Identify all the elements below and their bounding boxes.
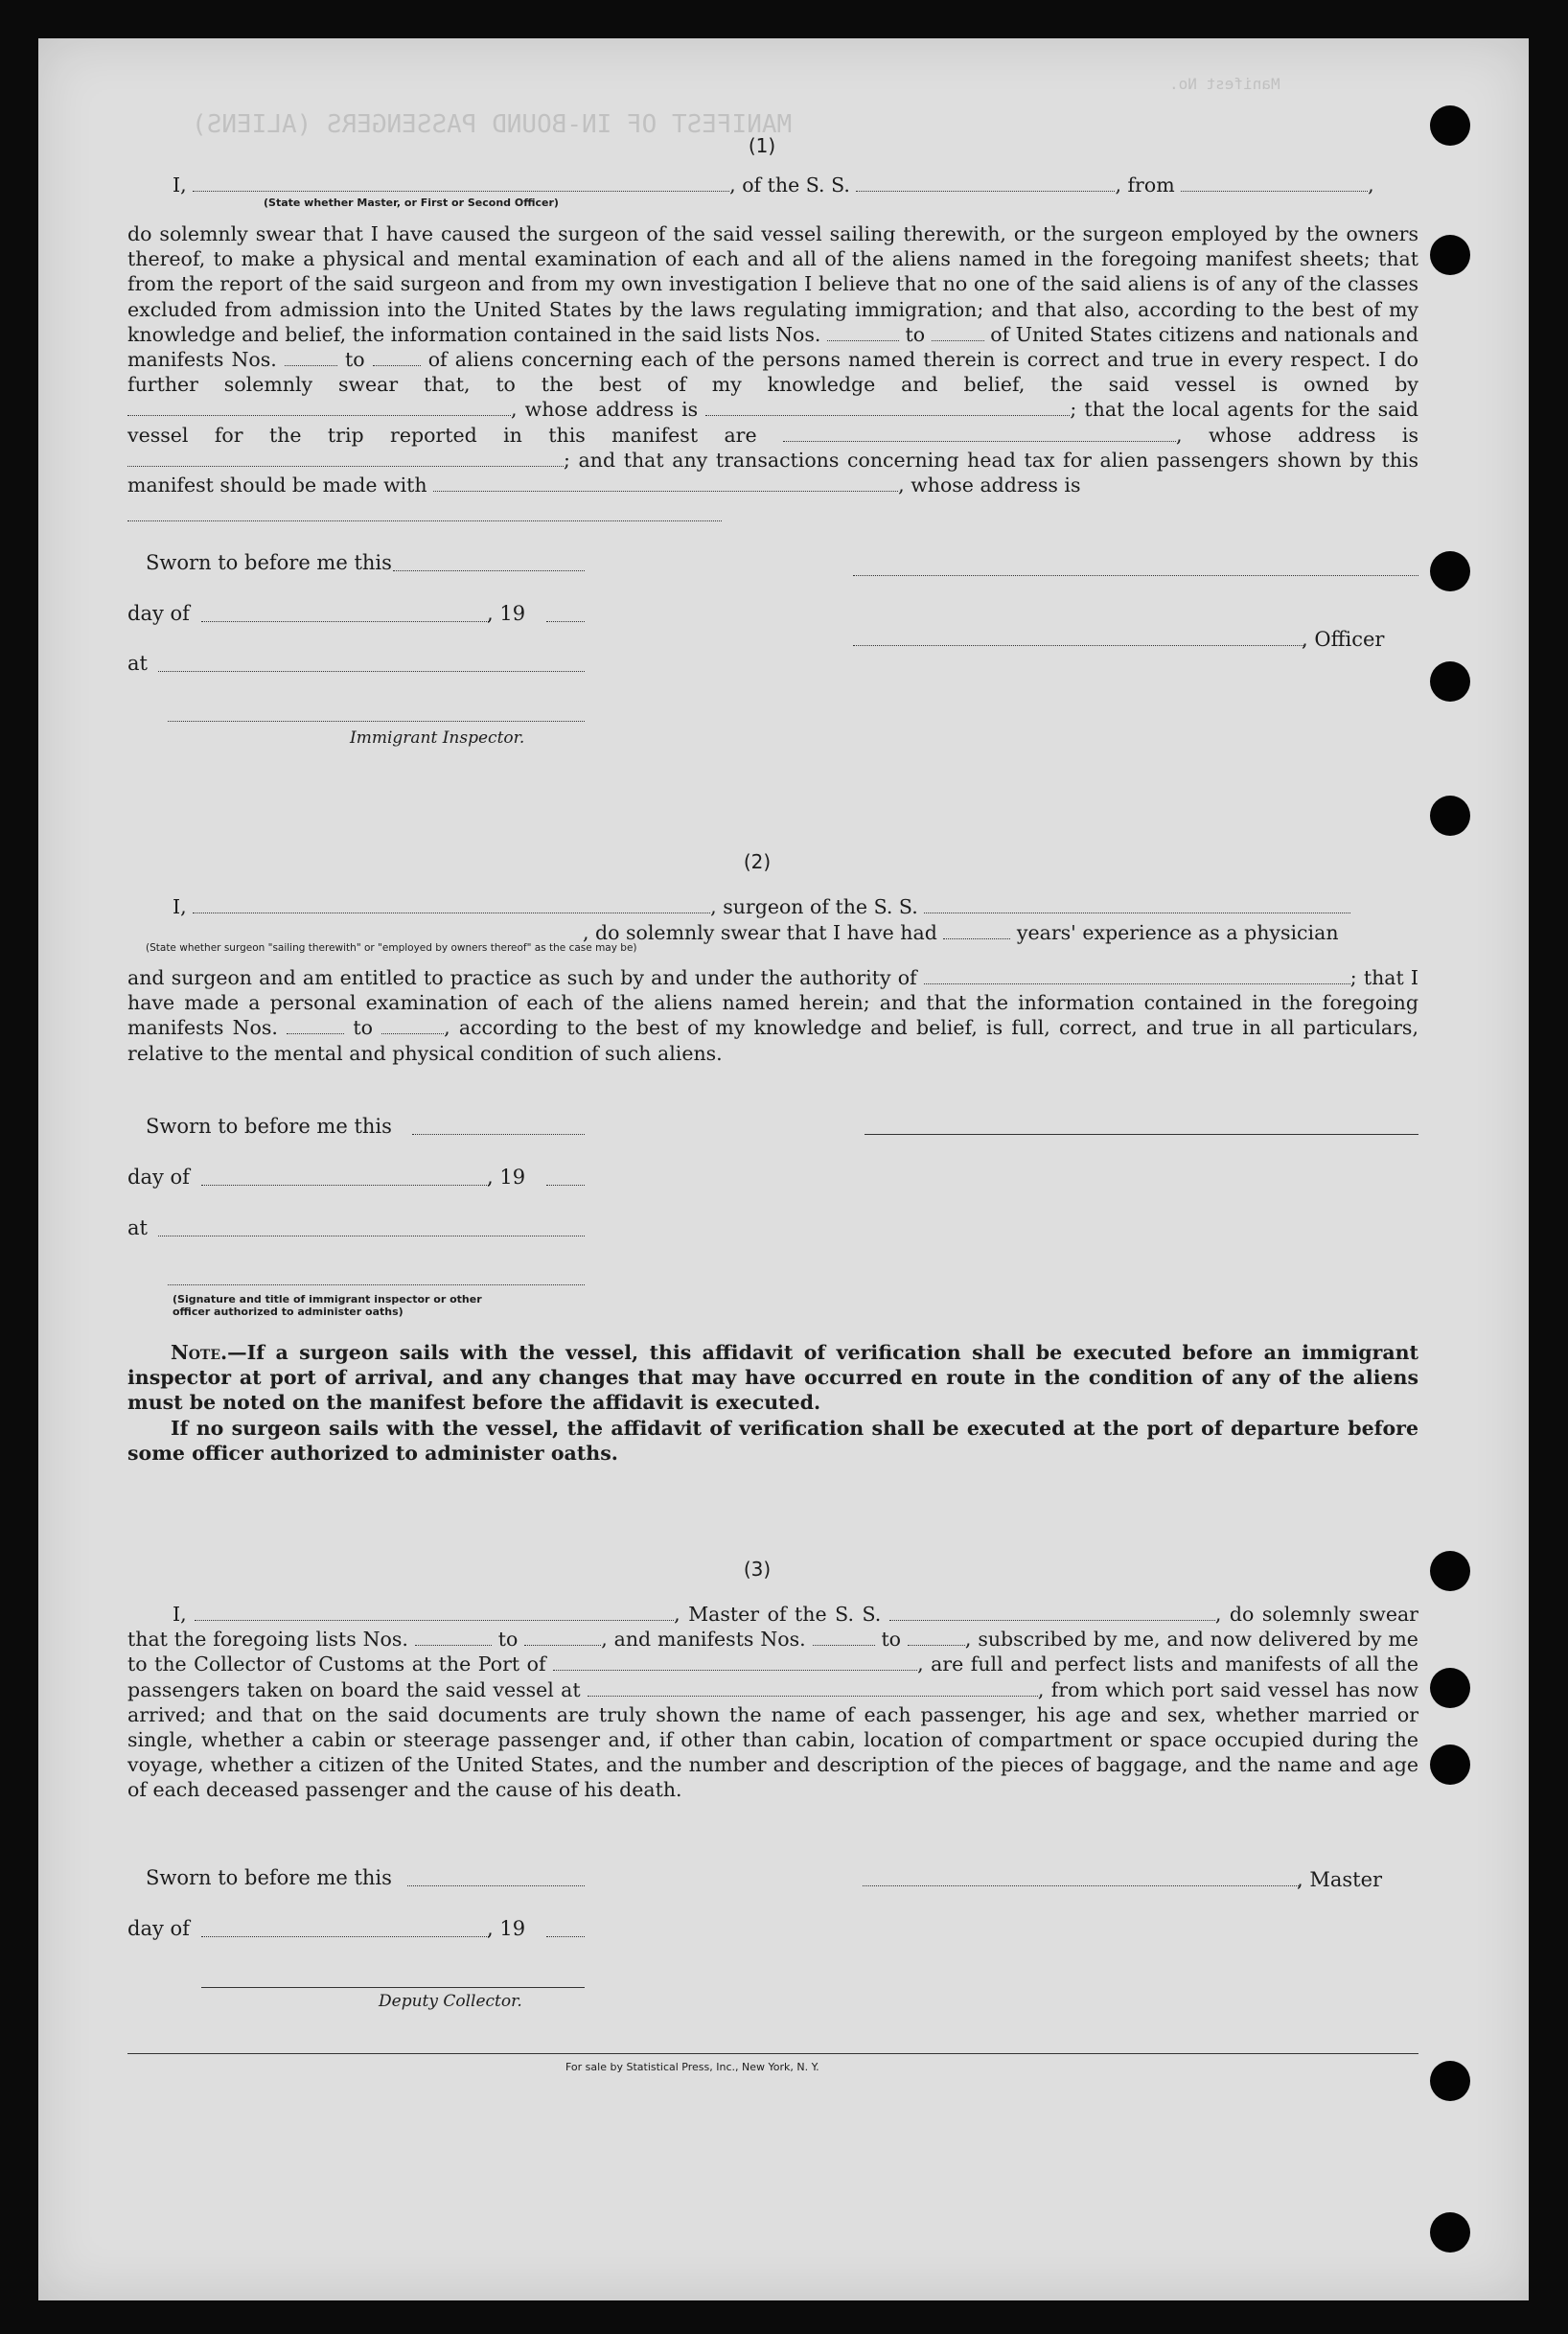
note-text-2: If no surgeon sails with the vessel, the affidavit of verification shall be executed at the port of departure before some officer authorized to administer oaths. xyxy=(127,1417,1418,1466)
years-label: years' experience as a physician xyxy=(1016,921,1339,944)
section-2-opening-line xyxy=(173,894,1418,919)
day-of-label-2: day of xyxy=(127,1166,190,1189)
section-3-i: I, xyxy=(173,1603,187,1626)
years-experience-field[interactable] xyxy=(943,925,1010,939)
year-prefix-3: , 19 xyxy=(487,1917,526,1940)
lists-to-field[interactable] xyxy=(932,327,984,341)
agents-field[interactable] xyxy=(783,428,1176,442)
month-field-1[interactable] xyxy=(201,621,489,622)
no-surgeon-note xyxy=(127,1416,1418,1466)
officer-signature-top-line[interactable] xyxy=(853,575,1418,576)
subscribed-text: , subscribed by me, and now delivered by me to the Collector of Customs at the Port of xyxy=(127,1628,1418,1676)
binder-hole xyxy=(1430,661,1470,702)
manifests-from-field[interactable] xyxy=(285,352,337,366)
section-2-second-line xyxy=(583,920,1418,945)
master-label: , Master xyxy=(1297,1868,1383,1891)
sworn-label-1: Sworn to before me this xyxy=(146,551,392,574)
to-label: to xyxy=(353,1016,373,1040)
sworn-label-3: Sworn to before me this xyxy=(146,1866,392,1889)
section-1-number: (1) xyxy=(748,134,776,157)
binder-hole xyxy=(1430,1745,1470,1785)
agents-address-label: whose address is xyxy=(1208,423,1418,447)
to-label: to xyxy=(344,348,365,372)
master-name-field[interactable] xyxy=(195,1606,674,1621)
section-1-paragraph-b2: of aliens concerning each of the persons named therein is correct and true in every respect. I do further solemnly swear that, to the best of my knowledge and belief, the said vessel is owned by xyxy=(127,348,1418,397)
comma: , xyxy=(1176,423,1183,447)
section-3-number: (3) xyxy=(743,1558,772,1581)
year-field-3[interactable] xyxy=(546,1936,585,1937)
departure-port-field[interactable] xyxy=(1181,177,1368,192)
section-1-opening-line: I, , of the S. S. , from , xyxy=(173,173,1374,196)
head-tax-party-field[interactable] xyxy=(433,477,898,492)
sworn-date-field-1[interactable] xyxy=(393,570,585,571)
form-sheet xyxy=(38,38,1529,2300)
section-3-body xyxy=(127,1602,1418,1803)
swear-lists-label: swear that the foregoing lists Nos. xyxy=(127,1603,1418,1652)
boarding-port-field[interactable] xyxy=(588,1682,1038,1697)
binder-hole xyxy=(1430,551,1470,591)
sworn-label-2: Sworn to before me this xyxy=(146,1115,392,1138)
to-label: to xyxy=(905,322,926,346)
deputy-collector-label: Deputy Collector. xyxy=(379,1992,522,2011)
officer-name-field[interactable] xyxy=(193,177,729,192)
section-2-paragraph-b: that I have made a personal examination of each of the aliens named herein; and that the information contained in the foregoing manifests Nos. xyxy=(127,966,1418,1040)
ship-name-field[interactable] xyxy=(856,177,1115,192)
surgeon-note xyxy=(127,1340,1418,1416)
section-2-i: I, xyxy=(173,895,187,918)
surgeon-name-field[interactable] xyxy=(193,899,710,913)
to-label: to xyxy=(881,1628,902,1652)
surgeon-ship-field[interactable] xyxy=(924,899,1350,913)
printer-credit: For sale by Statistical Press, Inc., New York, N. Y. xyxy=(565,2061,819,2073)
officer-field-note: (State whether Master, or First or Second Officer) xyxy=(264,196,559,209)
section-1-i: I, xyxy=(173,173,187,196)
at-place-field-1[interactable] xyxy=(158,671,585,672)
signature-title-note: (Signature and title of immigrant inspector or other officer authorized to administer oaths) xyxy=(173,1293,482,1318)
year-prefix-2: , 19 xyxy=(487,1166,526,1189)
year-field-1[interactable] xyxy=(546,621,585,622)
head-tax-address-label: , whose address is xyxy=(898,474,1081,497)
section-2-paragraph-c: , according to the best of my knowledge and belief, is full, correct, and true in all particulars, relative to the mental and physical condition of such aliens. xyxy=(127,1016,1418,1065)
officer-label: , Officer xyxy=(1302,628,1385,651)
year-prefix-1: , 19 xyxy=(487,602,526,625)
from-label: , from xyxy=(1115,173,1175,196)
from-which-text: , from which port said vessel has now arrived; and that on the said documents are truly shown the name of each passenger, his age and sex, whether married or single, whether a cabin or steerage passenger and, if other than cabin, location of compartment or space occupied during the voyage, whether a citizen of the United States, and the number and description of the pieces of baggage, and the name and age of each deceased passenger and the cause of his death. xyxy=(127,1677,1418,1802)
at-label-2: at xyxy=(127,1216,148,1239)
day-of-label-1: day of xyxy=(127,602,190,625)
at-label-1: at xyxy=(127,652,148,675)
authority-field[interactable] xyxy=(924,970,1350,984)
agents-address-field[interactable] xyxy=(127,452,564,467)
section-2-paragraph-a: and surgeon and am entitled to practice as such by and under the authority of xyxy=(127,966,917,989)
master-manifests-to-field[interactable] xyxy=(908,1631,965,1646)
sworn-date-field-3[interactable] xyxy=(407,1885,585,1886)
surgeon-of-label: , surgeon of the S. S. xyxy=(710,895,918,918)
manifests-to-field[interactable] xyxy=(373,352,421,366)
sworn-date-field-2[interactable] xyxy=(412,1134,585,1135)
owner-field[interactable] xyxy=(127,402,511,416)
binder-hole xyxy=(1430,105,1470,146)
to-label: to xyxy=(497,1628,519,1652)
binder-hole xyxy=(1430,235,1470,275)
do-solemnly-label: , do solemnly xyxy=(1214,1603,1351,1626)
semicolon: ; xyxy=(1070,398,1077,422)
surgeon-field-note: (State whether surgeon "sailing therewith" or "employed by owners thereof" as the case may be) xyxy=(146,942,637,954)
binder-hole xyxy=(1430,1551,1470,1591)
master-signature-field[interactable] xyxy=(863,1885,1299,1886)
officer-oath-signature-field[interactable] xyxy=(168,1284,585,1285)
section-1-body xyxy=(127,221,1418,497)
binder-hole xyxy=(1430,796,1470,836)
head-tax-address-field[interactable] xyxy=(127,520,722,521)
binder-hole xyxy=(1430,1668,1470,1708)
master-of-label: , Master of the S. S. xyxy=(674,1603,882,1626)
note-label: Note. xyxy=(171,1341,228,1364)
swear-label: , do solemnly swear that I have had xyxy=(583,921,937,944)
section-2-body: and surgeon and am entitled to practice as such by and under the authority of ; that I have made a personal examination of each of the aliens named herein; and that the information contained in the foregoing manifests Nos. to , according to the best of my knowledge and belief, is full, correct, and true in all particulars, relative to the mental and physical condition of such aliens. xyxy=(127,966,1418,1065)
binder-hole xyxy=(1430,2212,1470,2253)
year-field-2[interactable] xyxy=(546,1185,585,1186)
binder-hole xyxy=(1430,2061,1470,2101)
full-lists-text: , are full and perfect lists and manifests of all the passengers taken on board the said vessel at xyxy=(127,1652,1418,1701)
owner-address-field[interactable] xyxy=(705,402,1070,416)
surgeon-manifests-from-field[interactable] xyxy=(287,1020,344,1034)
master-lists-to-field[interactable] xyxy=(524,1631,601,1646)
inspector-signature-field[interactable] xyxy=(168,721,585,722)
section-1-paragraph-a: do solemnly swear that I have caused the surgeon of the said vessel sailing therewith, or the surgeon employed by the owners thereof, to make a physical and mental examination of each and all of the aliens named in the foregoing manifest sheets; that from the report of the said surgeon and from my own investigation I believe that no one of the said aliens is of any of the classes excluded from admission into the United States by the laws regulating immigration; and that also, according to the best of my knowledge and belief, the information contained in the said lists Nos. xyxy=(127,222,1418,346)
deputy-signature-field[interactable] xyxy=(201,1987,585,1988)
section-2-number: (2) xyxy=(743,850,772,873)
day-of-label-3: day of xyxy=(127,1917,190,1940)
and-manifests-label: , and manifests Nos. xyxy=(601,1628,806,1652)
officer-signature-field[interactable] xyxy=(853,645,1303,646)
of-ss-label: , of the S. S. xyxy=(729,173,850,196)
port-field[interactable] xyxy=(553,1656,917,1671)
agents-label: that the local agents for the said vessel for the trip reported in this manifest are xyxy=(127,398,1418,447)
footer-rule xyxy=(127,2053,1418,2054)
month-field-2[interactable] xyxy=(201,1185,489,1186)
surgeon-manifests-to-field[interactable] xyxy=(381,1020,444,1034)
master-ship-field[interactable] xyxy=(889,1606,1215,1621)
note-text: —If a surgeon sails with the vessel, this affidavit of verification shall be executed before an immigrant inspector at port of arrival, and any changes that may have occurred en route in the condition of any of the aliens must be noted on the manifest before the affidavit is executed. xyxy=(127,1341,1418,1415)
whose-address-label: , whose address is xyxy=(511,398,699,422)
bleed-through-manifest-no: Manifest No. xyxy=(1169,75,1280,93)
bleed-through-header: MANIFEST OF IN-BOUND PASSENGERS (ALIENS) xyxy=(192,110,793,139)
head-tax-text: ; and that any transactions concerning head tax for alien passengers shown by this manifest should be made with xyxy=(127,448,1418,497)
lists-from-field[interactable] xyxy=(827,327,899,341)
immigrant-inspector-label: Immigrant Inspector. xyxy=(350,728,525,748)
master-manifests-from-field[interactable] xyxy=(813,1631,875,1646)
month-field-3[interactable] xyxy=(201,1936,489,1937)
master-lists-from-field[interactable] xyxy=(415,1631,492,1646)
section-1-paragraph-b: of United States citizens and nationals and manifests Nos. xyxy=(127,322,1418,372)
surgeon-signature-field[interactable] xyxy=(865,1134,1418,1135)
